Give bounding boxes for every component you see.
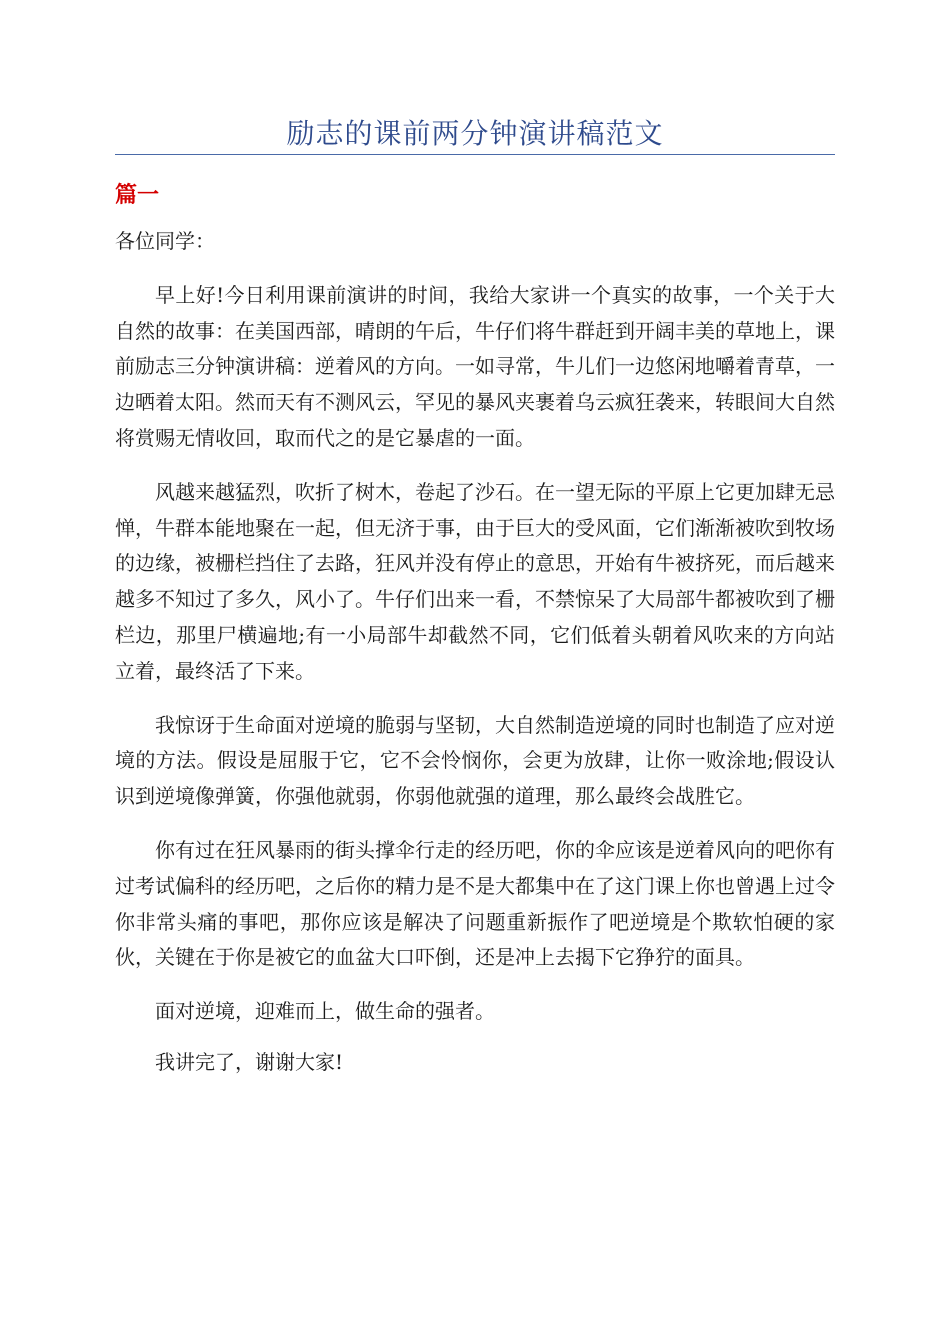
document-title: 励志的课前两分钟演讲稿范文 (286, 117, 664, 150)
paragraph-3: 我惊讶于生命面对逆境的脆弱与坚韧，大自然制造逆境的同时也制造了应对逆境的方法。假设是屈服于它，它不会怜悯你，会更为放肆，让你一败涂地;假设认识到逆境像弹簧，你强他就弱，你弱他就强的道理，那么最终会战胜它。 (115, 712, 835, 809)
paragraph-1: 早上好!今日利用课前演讲的时间，我给大家讲一个真实的故事，一个关于大自然的故事：在美国西部，晴朗的午后，牛仔们将牛群赶到开阔丰美的草地上，课前励志三分钟演讲稿：逆着风的方向。一如寻常，牛儿们一边悠闲地嚼着青草，一边晒着太阳。然而天有不测风云，罕见的暴风夹裹着乌云疯狂袭来，转眼间大自然将赏赐无情收回，取而代之的是它暴虐的一面。 (115, 282, 835, 450)
title-underline (115, 154, 835, 155)
paragraph-4: 你有过在狂风暴雨的街头撑伞行走的经历吧，你的伞应该是逆着风向的吧你有过考试偏科的经历吧，之后你的精力是不是大都集中在了这门课上你也曾遇上过令你非常头痛的事吧，那你应该是解决了问题重新振作了吧逆境是个欺软怕硬的家伙，关键在于你是被它的血盆大口吓倒，还是冲上去揭下它狰狞的面具。 (115, 837, 835, 970)
paragraph-5: 面对逆境，迎难而上，做生命的强者。 (155, 999, 495, 1024)
section-heading: 篇一 (115, 183, 160, 208)
paragraph-6: 我讲完了，谢谢大家! (155, 1049, 344, 1074)
document-body (115, 224, 835, 1096)
salutation: 各位同学： (115, 229, 215, 253)
paragraph-2: 风越来越猛烈，吹折了树木，卷起了沙石。在一望无际的平原上它更加肆无忌惮，牛群本能地聚在一起，但无济于事，由于巨大的受风面，它们渐渐被吹到牧场的边缘，被栅栏挡住了去路，狂风并没有停止的意思，开始有牛被挤死，而后越来越多不知过了多久，风小了。牛仔们出来一看，不禁惊呆了大局部牛都被吹到了栅栏边，那里尸横遍地;有一小局部牛却截然不同，它们低着头朝着风吹来的方向站立着，最终活了下来。 (115, 479, 835, 683)
